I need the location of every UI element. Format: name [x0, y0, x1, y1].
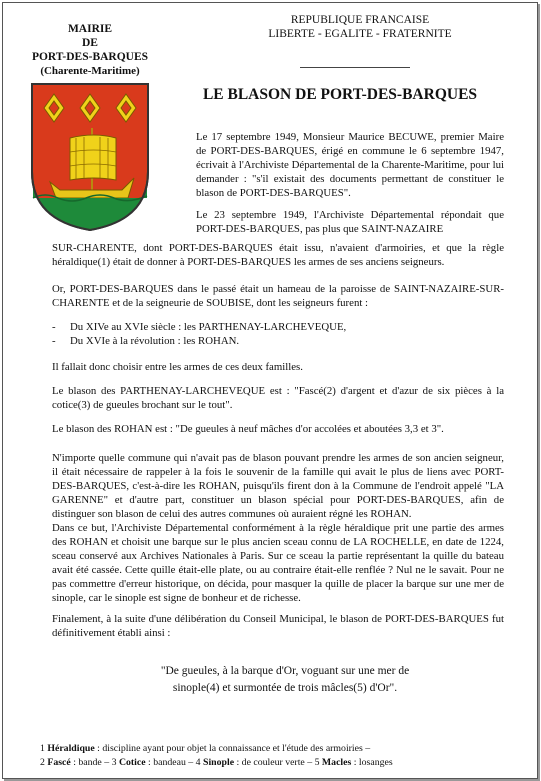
list-item: Du XIVe au XVIe siècle : les PARTHENAY-LARCHEVEQUE, — [70, 321, 347, 333]
paragraph-4: Or, PORT-DES-BARQUES dans le passé était un hameau de la paroisse de SAINT-NAZAIRE-SUR-CHARENTE et de la seigneurie de SOUBISE, dont les seigneurs furent : — [52, 283, 504, 309]
paragraph-5: Il fallait donc choisir entre les armes de ces deux familles. — [52, 361, 303, 373]
footnote-text: : discipline ayant pour objet la connaissance et l'étude des armoiries – — [94, 743, 371, 754]
mairie-line: MAIRIE — [67, 23, 113, 35]
paragraph-6: Le blason des PARTHENAY-LARCHEVEQUE est : "Fascé(2) d'argent et d'azur de six pièces à la cotice(3) de gueules brochant sur le tout". — [52, 385, 504, 411]
republic-header — [245, 13, 475, 41]
mairie-header — [30, 22, 150, 78]
list-item: Du XVIe à la révolution : les ROHAN. — [70, 335, 240, 347]
quote-line: sinople(4) et surmontée de trois mâcles(5) d'Or". — [172, 682, 398, 694]
blazon-quote — [120, 663, 450, 697]
paragraph-9: Dans ce but, l'Archiviste Départemental conformément à la règle héraldique prit une partie des armes des ROHAN et choisit une barque sur le plus ancien sceau connu de LA ROCHELLE, en date de 1224, sceau conservé aux Archives Nationales à Paris. Sur ce sceau la partie représentant la quille du bateau avait été cassée. Cette quille était-elle plate, ou au contraire était-elle renflée ? Nul ne le savait. Pour ne pas commettre d'erreur historique, on décida, pour masquer la quille de placer la barque sur une mer de sinople, car le sinople est signe de bonheur et de richesse. — [52, 522, 504, 604]
footnote-text: : de couleur verte – 5 — [234, 757, 322, 768]
page-title: LE BLASON DE PORT-DES-BARQUES — [202, 86, 478, 103]
coat-of-arms-ship-icon — [30, 82, 150, 237]
quote-line: "De gueules, à la barque d'Or, voguant sur une mer de — [160, 665, 410, 677]
header-divider — [300, 67, 410, 68]
paragraph-10: Finalement, à la suite d'une délibération du Conseil Municipal, le blason de PORT-DES-BARQUES fut définitivement établi ainsi : — [52, 613, 504, 639]
paragraph-1: Le 17 septembre 1949, Monsieur Maurice BECUWE, premier Maire de PORT-DES-BARQUES, érigé en commune le 6 septembre 1947, écrivait à l'Archiviste Départemental de la Charente-Maritime, pour lui demander : "s'il existait des documents permettant de constituer le blason de PORT-DES-BARQUES". — [196, 131, 504, 199]
footnote-term: Fascé — [47, 757, 71, 768]
footnote-term: Cotice — [118, 757, 146, 768]
footnote-term: Héraldique — [47, 743, 95, 754]
mairie-line: DE — [82, 37, 98, 49]
paragraph-8: N'importe quelle commune qui n'avait pas de blason pouvant prendre les armes de son ancien seigneur, il était nécessaire de rappeler à la fois le souvenir de la famille qui avait le plus de liens avec PORT-DES-BARQUES, c'est-à-dire les ROHAN, puisqu'ils firent don à la Commune de l'endroit appelé "LA GARENNE" et d'autre part, constituer un blason spécial pour PORT-DES-BARQUES, afin de distinguer son blason de celui des autres communes où auraient régné les ROHAN. — [52, 452, 504, 520]
footnote-text: : bandeau – 4 — [145, 757, 203, 768]
footnote-term: Sinople — [203, 757, 235, 768]
mairie-department: (Charente-Maritime) — [40, 65, 140, 77]
list-bullet: - — [52, 321, 56, 333]
paragraph-3: SUR-CHARENTE, dont PORT-DES-BARQUES était issu, n'avaient d'armoiries, et que la règle héraldique(1) était de donner à PORT-DES-BARQUES les armes de ses anciens seigneurs. — [52, 242, 504, 268]
footnote-number: 2 — [40, 757, 48, 768]
footnote-1 — [40, 742, 370, 755]
footnote-2 — [40, 756, 393, 769]
footnote-text: : losanges — [351, 757, 393, 768]
republic-motto: LIBERTE - EGALITE - FRATERNITE — [268, 28, 452, 40]
footnote-text: : bande – 3 — [70, 757, 119, 768]
mairie-line: PORT-DES-BARQUES — [31, 51, 149, 63]
republic-line: REPUBLIQUE FRANCAISE — [290, 14, 430, 26]
paragraph-2: Le 23 septembre 1949, l'Archiviste Départemental répondait que PORT-DES-BARQUES, pas plus que SAINT-NAZAIRE — [196, 209, 504, 235]
paragraph-7: Le blason des ROHAN est : "De gueules à neuf mâches d'or accolées et aboutées 3,3 et 3". — [52, 423, 444, 435]
footnote-number: 1 — [40, 743, 48, 754]
footnote-term: Macles — [321, 757, 352, 768]
list-bullet: - — [52, 335, 56, 347]
